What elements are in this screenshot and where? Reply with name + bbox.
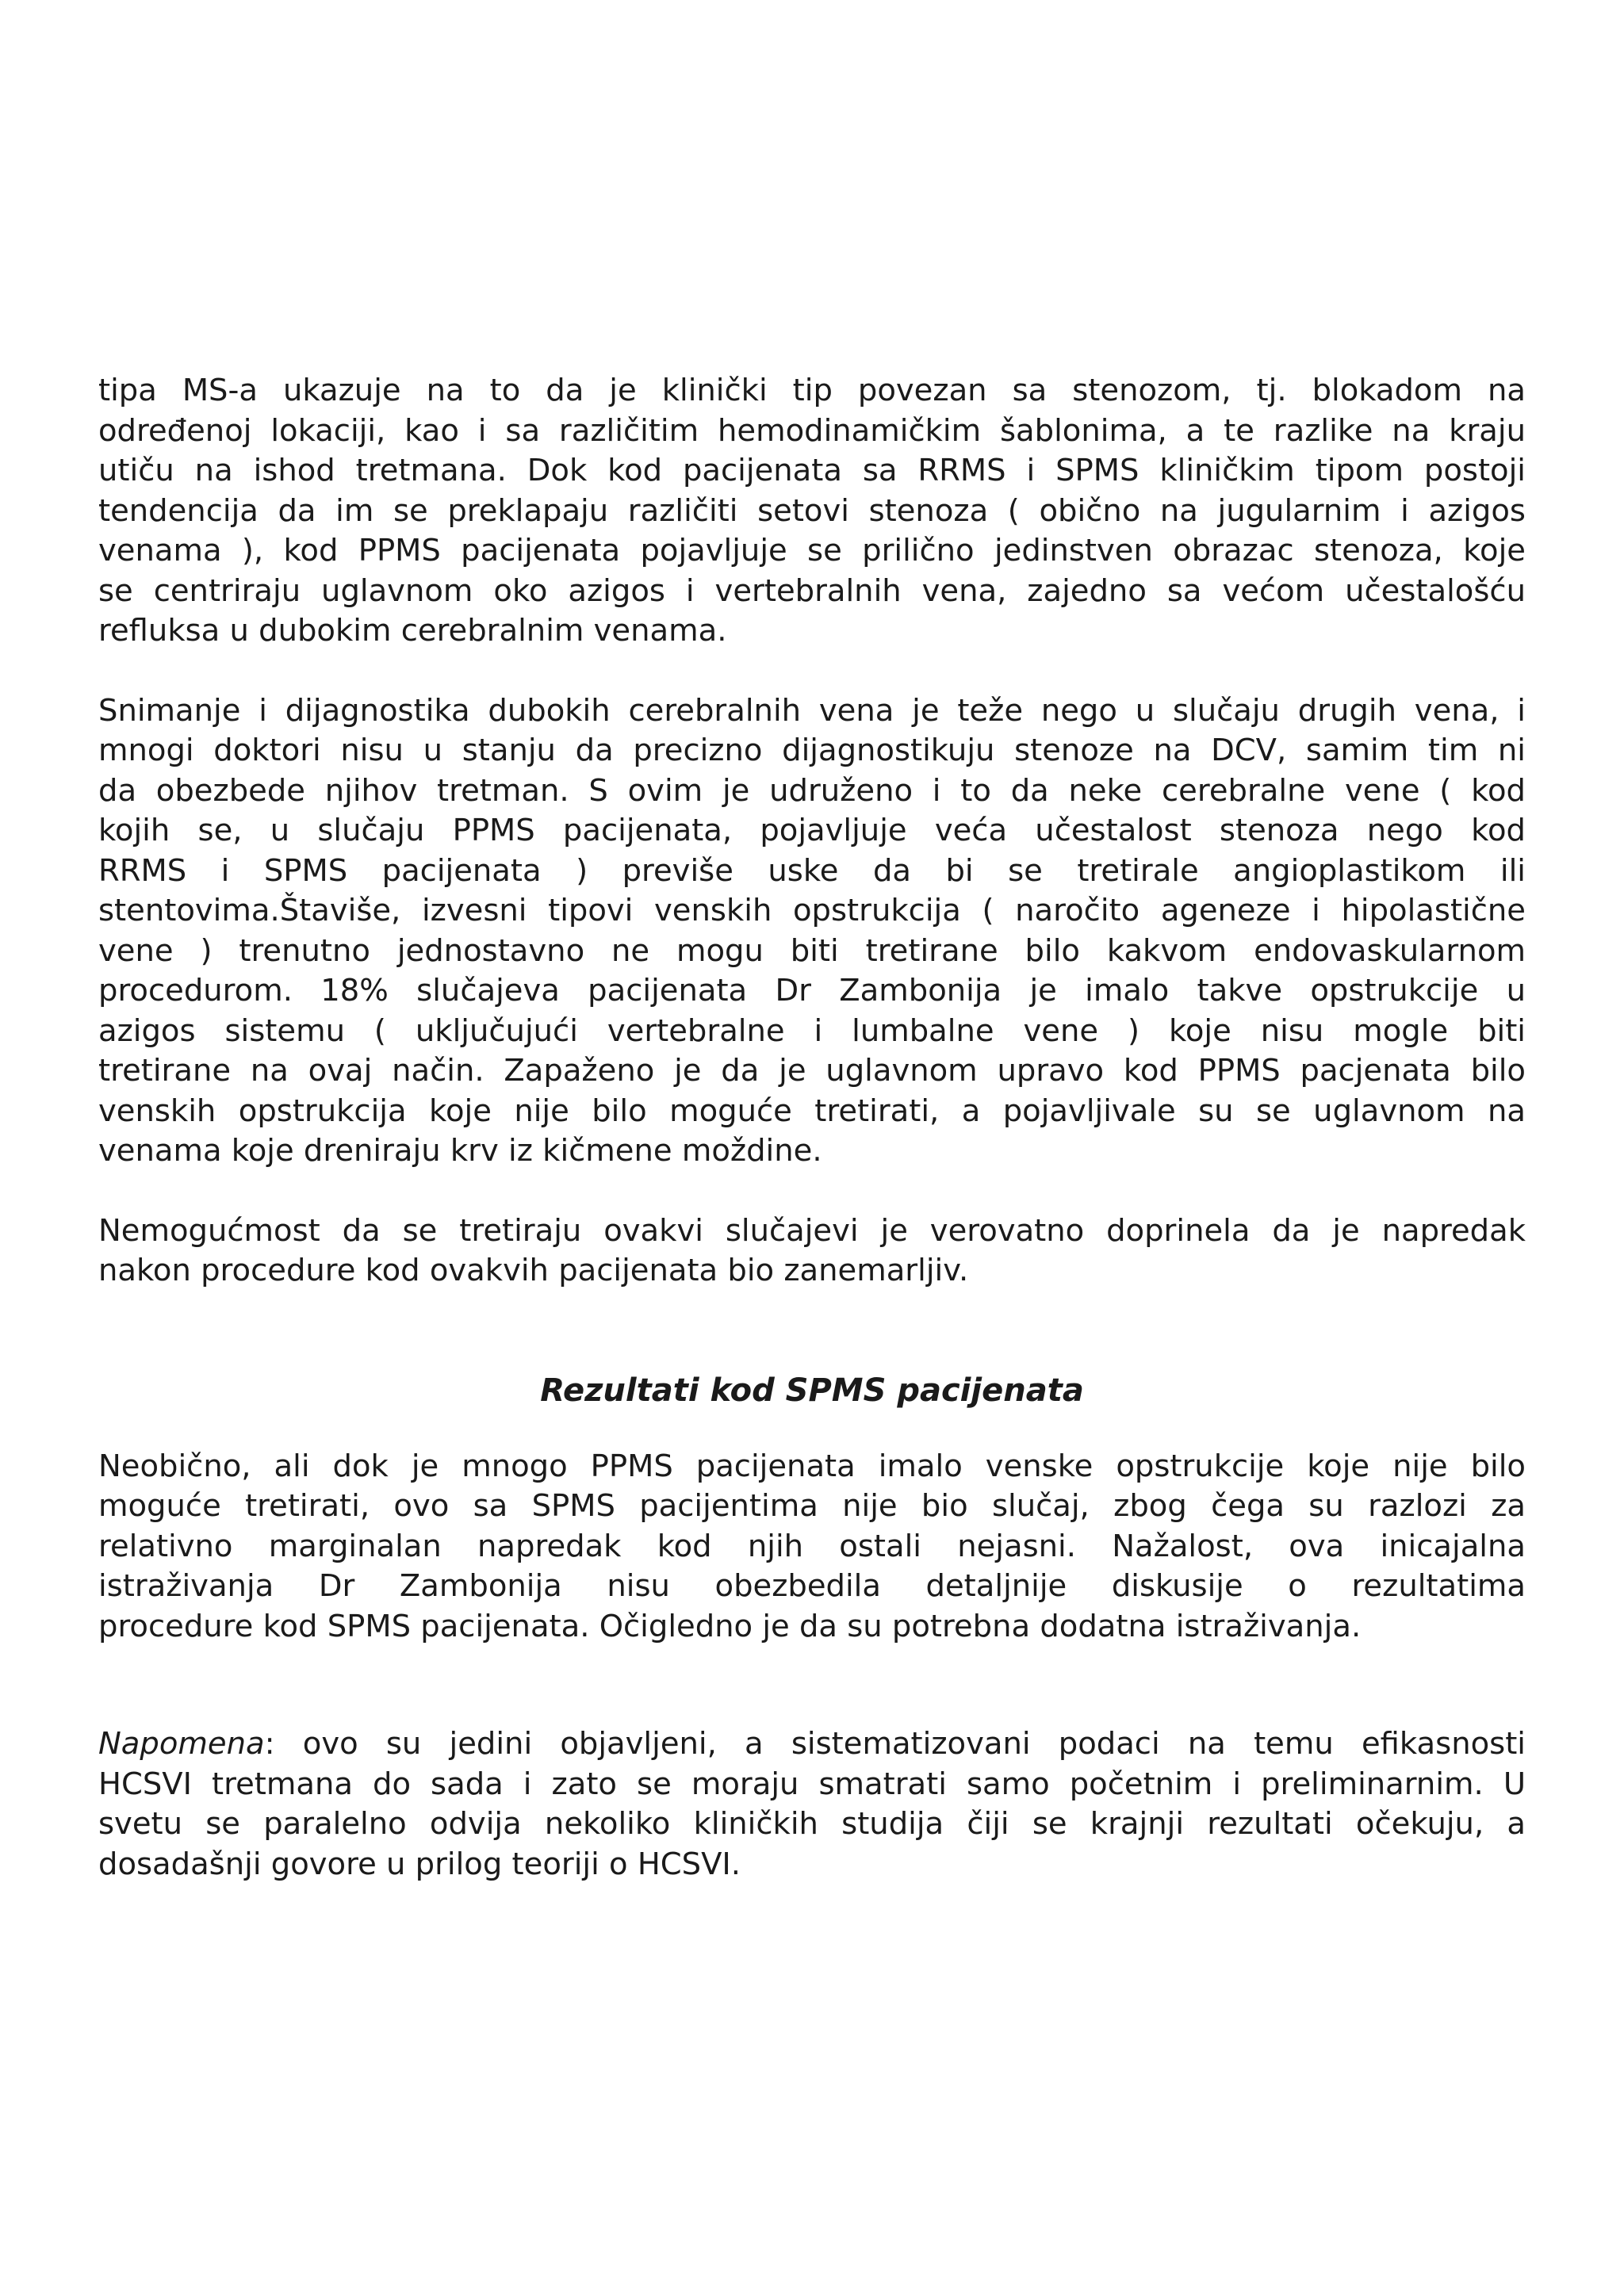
- text-line: da obezbede njihov tretman. S ovim je udruženo i to da neke cerebralne vene ( kod: [98, 772, 1526, 809]
- text-line: nakon procedure kod ovakvih pacijenata bio zanemarljiv.: [98, 1253, 969, 1288]
- text-line: mnogi doktori nisu u stanju da precizno dijagnostikuju stenoze na DCV, samim tim ni: [98, 733, 1526, 768]
- text-line: relativno marginalan napredak kod njih ostali nejasni. Nažalost, ova inicajalna: [98, 1528, 1526, 1564]
- section-heading: Rezultati kod SPMS pacijenata: [540, 1372, 1084, 1409]
- text-line: tipa MS-a ukazuje na to da je klinički tip povezan sa stenozom, tj. blokadom na: [98, 373, 1526, 408]
- text-line: venskih opstrukcija koje nije bilo moguće tretirati, a pojavljivale su se uglavnom na: [98, 1093, 1526, 1129]
- text-line: Neobično, ali dok je mnogo PPMS pacijenata imalo venske opstrukcije koje nije bilo: [98, 1448, 1526, 1484]
- text-line: vene ) trenutno jednostavno ne mogu biti tretirane bilo kakvom endovaskularnom: [98, 932, 1526, 969]
- text-line: se centriraju uglavnom oko azigos i vertebralnih vena, zajedno sa većom učestalošću: [98, 572, 1526, 609]
- paragraph-note: [98, 1724, 1526, 1885]
- text-line: refluksa u dubokim cerebralnim venama.: [98, 613, 727, 649]
- paragraph-ms-types: [98, 371, 1526, 652]
- text-line: RRMS i SPMS pacijenata ) previše uske da bi se tretirale angioplastikom ili: [98, 852, 1526, 889]
- text-line: istraživanja Dr Zambonija nisu obezbedila detaljnije diskusije o rezultatima: [98, 1568, 1526, 1604]
- text-line: utiču na ishod tretmana. Dok kod pacijenata sa RRMS i SPMS kliničkim tipom postoji: [98, 453, 1526, 488]
- paragraph-dcv-imaging: [98, 691, 1526, 1172]
- text-line: tretirane na ovaj način. Zapaženo je da je uglavnom upravo kod PPMS pacjenata bilo: [98, 1053, 1526, 1089]
- text-line: stentovima.Štaviše, izvesni tipovi venskih opstrukcija ( naročito ageneze i hipolastične: [98, 893, 1526, 928]
- text-line: tendencija da im se preklapaju različiti setovi stenoza ( obično na jugularnim i azigos: [98, 492, 1526, 529]
- text-line: Snimanje i dijagnostika dubokih cerebralnih vena je teže nego u slučaju drugih vena, i: [98, 692, 1526, 729]
- text-line: moguće tretirati, ovo sa SPMS pacijentima nije bio slučaj, zbog čega su razlozi za: [98, 1488, 1526, 1524]
- text-line: procedure kod SPMS pacijenata. Očigledno je da su potrebna dodatna istraživanja.: [98, 1608, 1362, 1644]
- text-line: venama ), kod PPMS pacijenata pojavljuje se prilično jedinstven obrazac stenoza, koje: [98, 533, 1526, 568]
- note-label: Napomena: [98, 1726, 265, 1762]
- text-line: HCSVI tretmana do sada i zato se moraju smatrati samo početnim i preliminarnim. U: [98, 1766, 1526, 1802]
- text-line: [98, 1724, 1526, 1765]
- text-line: procedurom. 18% slučajeva pacijenata Dr Zambonija je imalo takve opstrukcije u: [98, 973, 1526, 1008]
- text-line: azigos sistemu ( uključujući vertebralne i lumbalne vene ) koje nisu mogle biti: [98, 1012, 1526, 1049]
- document-page: [98, 371, 1526, 1885]
- text-line: svetu se paralelno odvija nekoliko kliničkih studija čiji se krajnji rezultati očekuju, a: [98, 1806, 1526, 1842]
- text-line: Nemogućmost da se tretiraju ovakvi slučajevi je verovatno doprinela da je napredak: [98, 1212, 1526, 1249]
- text-line: kojih se, u slučaju PPMS pacijenata, pojavljuje veća učestalost stenoza nego kod: [98, 813, 1526, 848]
- text-line: venama koje dreniraju krv iz kičmene moždine.: [98, 1133, 822, 1169]
- text-line: dosadašnji govore u prilog teoriji o HCSVI.: [98, 1846, 741, 1882]
- paragraph-untreatable-cases: [98, 1211, 1526, 1292]
- text-line: određenoj lokaciji, kao i sa različitim hemodinamičkim šablonima, a te razlike na kraju: [98, 412, 1526, 449]
- note-first-line-text: : ovo su jedini objavljeni, a sistematizovani podaci na temu efikasnosti: [264, 1726, 1526, 1762]
- paragraph-spms-results: [98, 1447, 1526, 1647]
